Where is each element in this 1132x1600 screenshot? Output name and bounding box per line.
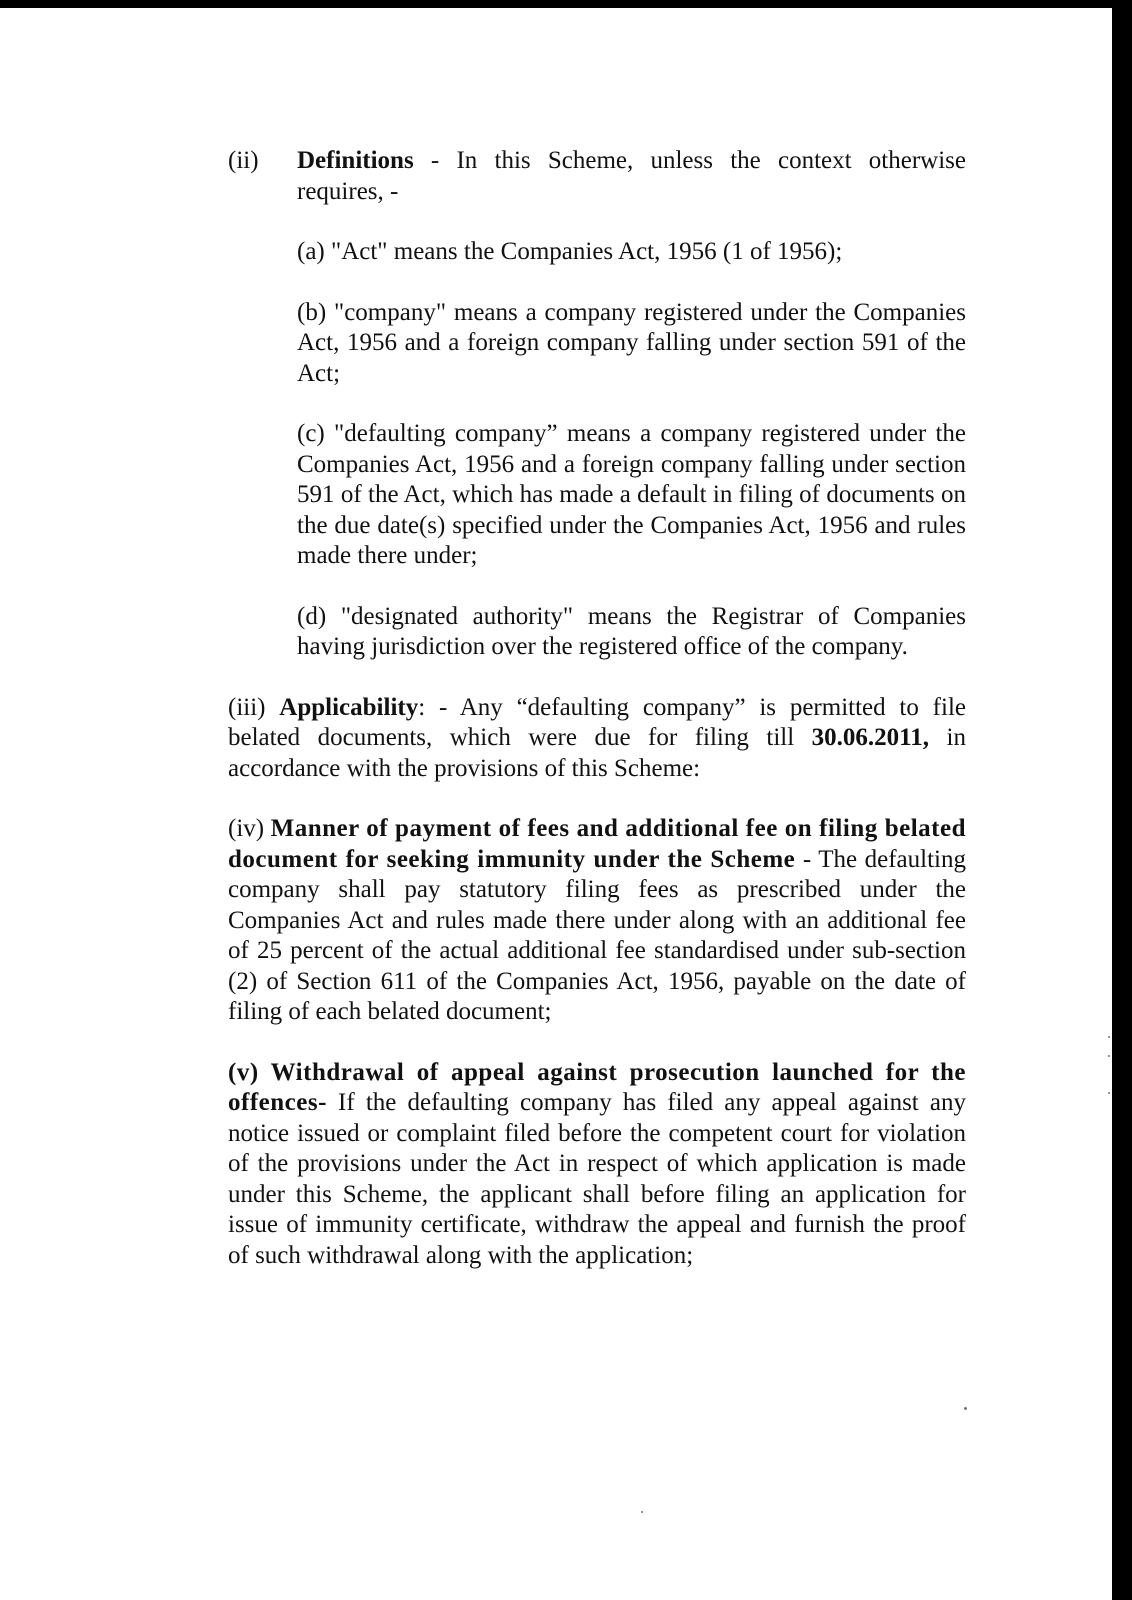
section-iv-text: - The defaulting company shall pay statutory filing fees as prescribed under the Companies Act and rules made there under along with an additional fee of 25 percent of the actual additional fee standardised under sub-section (2) of Section 611 of the Companies Act, 1956, payable on the date of filing of each belated document; xyxy=(228,845,966,1025)
section-ii-number: (ii) xyxy=(228,147,259,174)
section-iv-number: (iv) xyxy=(228,815,271,842)
scan-speck xyxy=(964,1407,967,1410)
definition-item-b: (b) "company" means a company registered under the Companies Act, 1956 and a foreign company falling under section 591 of the Act; xyxy=(297,298,966,387)
definition-item-c: (c) "defaulting company” means a company registered under the Companies Act, 1956 and a foreign company falling under section 591 of the Act, which has made a default in filing of documents on the due date(s) specified under the Companies Act, 1956 and rules made there under; xyxy=(297,420,966,569)
scan-speck xyxy=(1108,1092,1110,1094)
scan-speck xyxy=(1108,1055,1110,1057)
scan-speck xyxy=(1108,1036,1110,1038)
definition-item-d: (d) "designated authority" means the Registrar of Companies having jurisdiction over the registered office of the company. xyxy=(297,602,966,660)
section-ii-intro xyxy=(297,146,966,207)
scan-border-top xyxy=(0,0,1132,8)
scan-speck xyxy=(641,1511,643,1513)
section-iv-heading: Manner of payment of fees and additional fee on filing belated document for seeking immunity under the Scheme xyxy=(228,815,966,873)
section-ii xyxy=(228,146,966,207)
section-iv xyxy=(228,814,966,1028)
definitions-list xyxy=(297,237,966,663)
section-iii xyxy=(228,693,966,785)
definition-item-a: (a) "Act" means the Companies Act, 1956 (1 of 1956); xyxy=(297,238,843,265)
document-body xyxy=(228,146,966,1271)
section-v-heading: (v) Withdrawal of appeal against prosecution launched for the offences- xyxy=(228,1058,966,1116)
scan-border-right xyxy=(1112,0,1132,1600)
section-iii-heading: Applicability xyxy=(279,693,419,721)
section-ii-heading: Definitions xyxy=(297,147,414,174)
section-v xyxy=(228,1058,966,1272)
section-iii-number: (iii) xyxy=(228,693,280,721)
section-iii-date: 30.06.2011, xyxy=(811,724,930,751)
section-v-text: If the defaulting company has filed any appeal against any notice issued or complaint filed before the competent court for violation of the provisions under the Act in respect of which application is made under this Scheme, the applicant shall before filing an application for issue of immunity certificate, withdraw the appeal and furnish the proof of such withdrawal along with the application; xyxy=(228,1089,966,1269)
section-iii-text-before: : - Any “defaulting company” is permitted to file belated documents, which were due for filing till xyxy=(228,693,966,751)
section-iii-text-after: in accordance with the provisions of this Scheme: xyxy=(228,724,966,782)
section-ii-intro-text: - In this Scheme, unless the context otherwise requires, - xyxy=(297,147,966,205)
